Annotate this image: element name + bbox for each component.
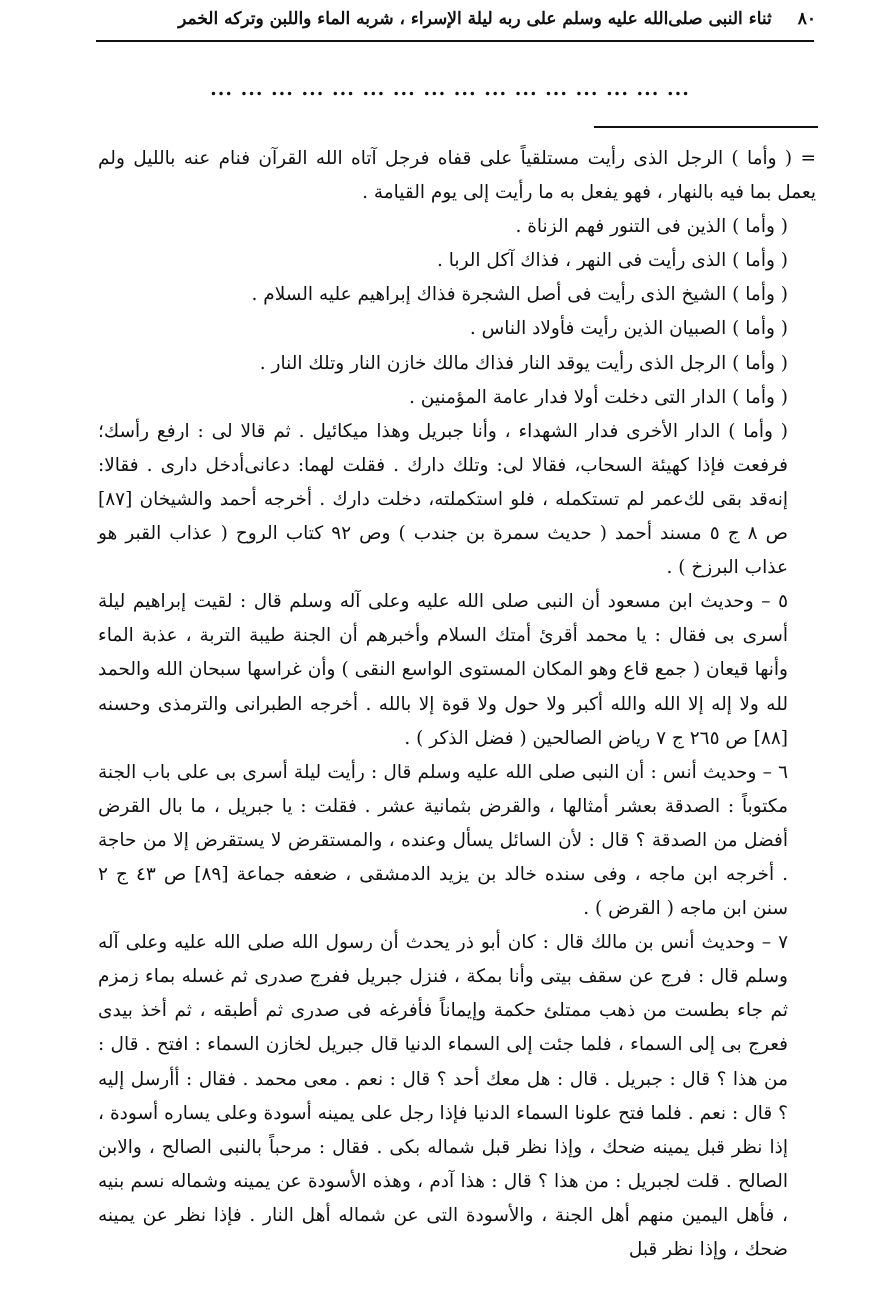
paragraph: ( وأما ) الذى رأيت فى النهر ، فذاك آكل الربا . (437, 250, 788, 272)
paragraph: ( وأما ) الذين فى التنور فهم الزناة . (515, 216, 788, 238)
paragraph: ٥ – وحديث ابن مسعود أن النبى صلى الله عليه وعلى آله وسلم قال : لقيت إبراهيم ليلة أسرى بى فقال : يا محمد أقرئ أمتك السلام وأخبرهم أن الجنة طيبة التربة ، عذبة الماء وأنها قيعان ( جمع قاع وهو المكان المستوى الواسع النقى ) وأن غراسها سبحان الله والحمد لله ولا إله إلا الله والله أكبر ولا حول ولا قوة إلا بالله . أخرجه الطبرانى والترمذى وحسنه [٨٨] ص ٢٦٥ ج ٧ رياض الصالحين ( فضل الذكر ) . (98, 591, 788, 749)
page-number: ٨٠ (797, 9, 816, 29)
page-header (96, 4, 816, 34)
paragraph: ( وأما ) الدار التى دخلت أولا فدار عامة المؤمنين . (409, 386, 788, 408)
paragraph: = ( وأما ) الرجل الذى رأيت مستلقياً على قفاه فرجل آتاه الله القرآن فنام عنه بالليل ولم يعمل بما فيه بالنهار ، فهو يفعل به ما رأيت إلى يوم القيامة . (98, 148, 816, 204)
paragraph: ( وأما ) الدار الأخرى فدار الشهداء ، وأنا جبريل وهذا ميكائيل . ثم قالا لى : ارفع رأسك؛ فرفعت فإذا كهيئة السحاب، فقالا لى: وتلك دارك . فقلت لهما: دعانى‌أدخل دارى . فقالا: إنه‌قد بقى‌ لك‌عمر لم تستكمله ، فلو استكملته، دخلت دارك . أخرجه أحمد والشيخان [٨٧] ص ٨ ج ٥ مسند أحمد ( حديث سمرة بن جندب ) وص ٩٢ كتاب الروح ( عذاب القبر هو عذاب البرزخ ) . (98, 420, 789, 579)
footnote-rule (594, 126, 818, 128)
paragraph: ( وأما ) الرجل الذى رأيت يوقد النار فذاك مالك خازن النار وتلك النار . (259, 352, 788, 374)
running-title: ثناء النبى صلى‌الله عليه وسلم على ربه ليلة الإسراء ، شربه الماء واللبن وتركه الخمر (178, 9, 772, 29)
paragraph: ( وأما ) الشيخ الذى رأيت فى أصل الشجرة فذاك إبراهيم عليه السلام . (251, 284, 788, 306)
paragraph: ٦ – وحديث أنس : أن النبى صلى الله عليه وسلم قال : رأيت ليلة أسرى بى على باب الجنة مكتوباً : الصدقة بعشر أمثالها ، والقرض بثمانية عشر . فقلت : يا جبريل ، ما بال القرض أفضل من الصدقة ؟ قال : لأن السائل يسأل وعنده ، والمستقرض لا يستقرض إلا من حاجة . أخرجه ابن ماجه ، وفى سنده خالد بن يزيد الدمشقى ، ضعفه جماعة [٨٩] ص ٤٣ ج ٢ سنن ابن ماجه ( القرض ) . (98, 761, 788, 920)
paragraph: ( وأما ) الصبيان الذين رأيت فأولاد الناس . (469, 318, 788, 340)
paragraph: ٧ – وحديث أنس بن مالك قال : كان أبو ذر يحدث أن رسول الله صلى الله عليه وعلى آله وسلم قال : فرج عن سقف بيتى وأنا بمكة ، فنزل جبريل ففرج صدرى ثم غسله بماء زمزم ثم جاء بطست من ذهب ممتلئ حكمة وإيماناً فأفرغه فى صدرى ثم أطبقه ، ثم أخذ بيدى فعرج بى إلى السماء ، فلما جئت إلى السماء الدنيا قال جبريل لخازن السماء : افتح . قال : من هذا ؟ قال : جبريل . قال : هل معك أحد ؟ قال : نعم . معى محمد . فقال : أأرسل إليه ؟ قال : نعم . فلما فتح علونا السماء الدنيا فإذا رجل على يمينه أسودة وعلى يساره أسودة ، إذا نظر قبل يمينه ضحك ، وإذا نظر قبل شماله بكى . فقال : مرحباً بالنبى الصالح ، والابن الصالح . قلت لجبريل : من هذا ؟ قال : هذا آدم ، وهذه الأسودة عن يمينه وشماله نسم بنيه ، فأهل اليمين منهم أهل الجنة ، والأسودة التى عن شماله أهل النار . فإذا نظر عن يمينه ضحك ، وإذا نظر قبل (98, 932, 788, 1260)
separator-dots: ... ... ... ... ... ... ... ... ... ... ... ... ... ... ... ... (210, 78, 690, 100)
page-body (98, 142, 816, 1267)
header-rule (96, 40, 814, 42)
